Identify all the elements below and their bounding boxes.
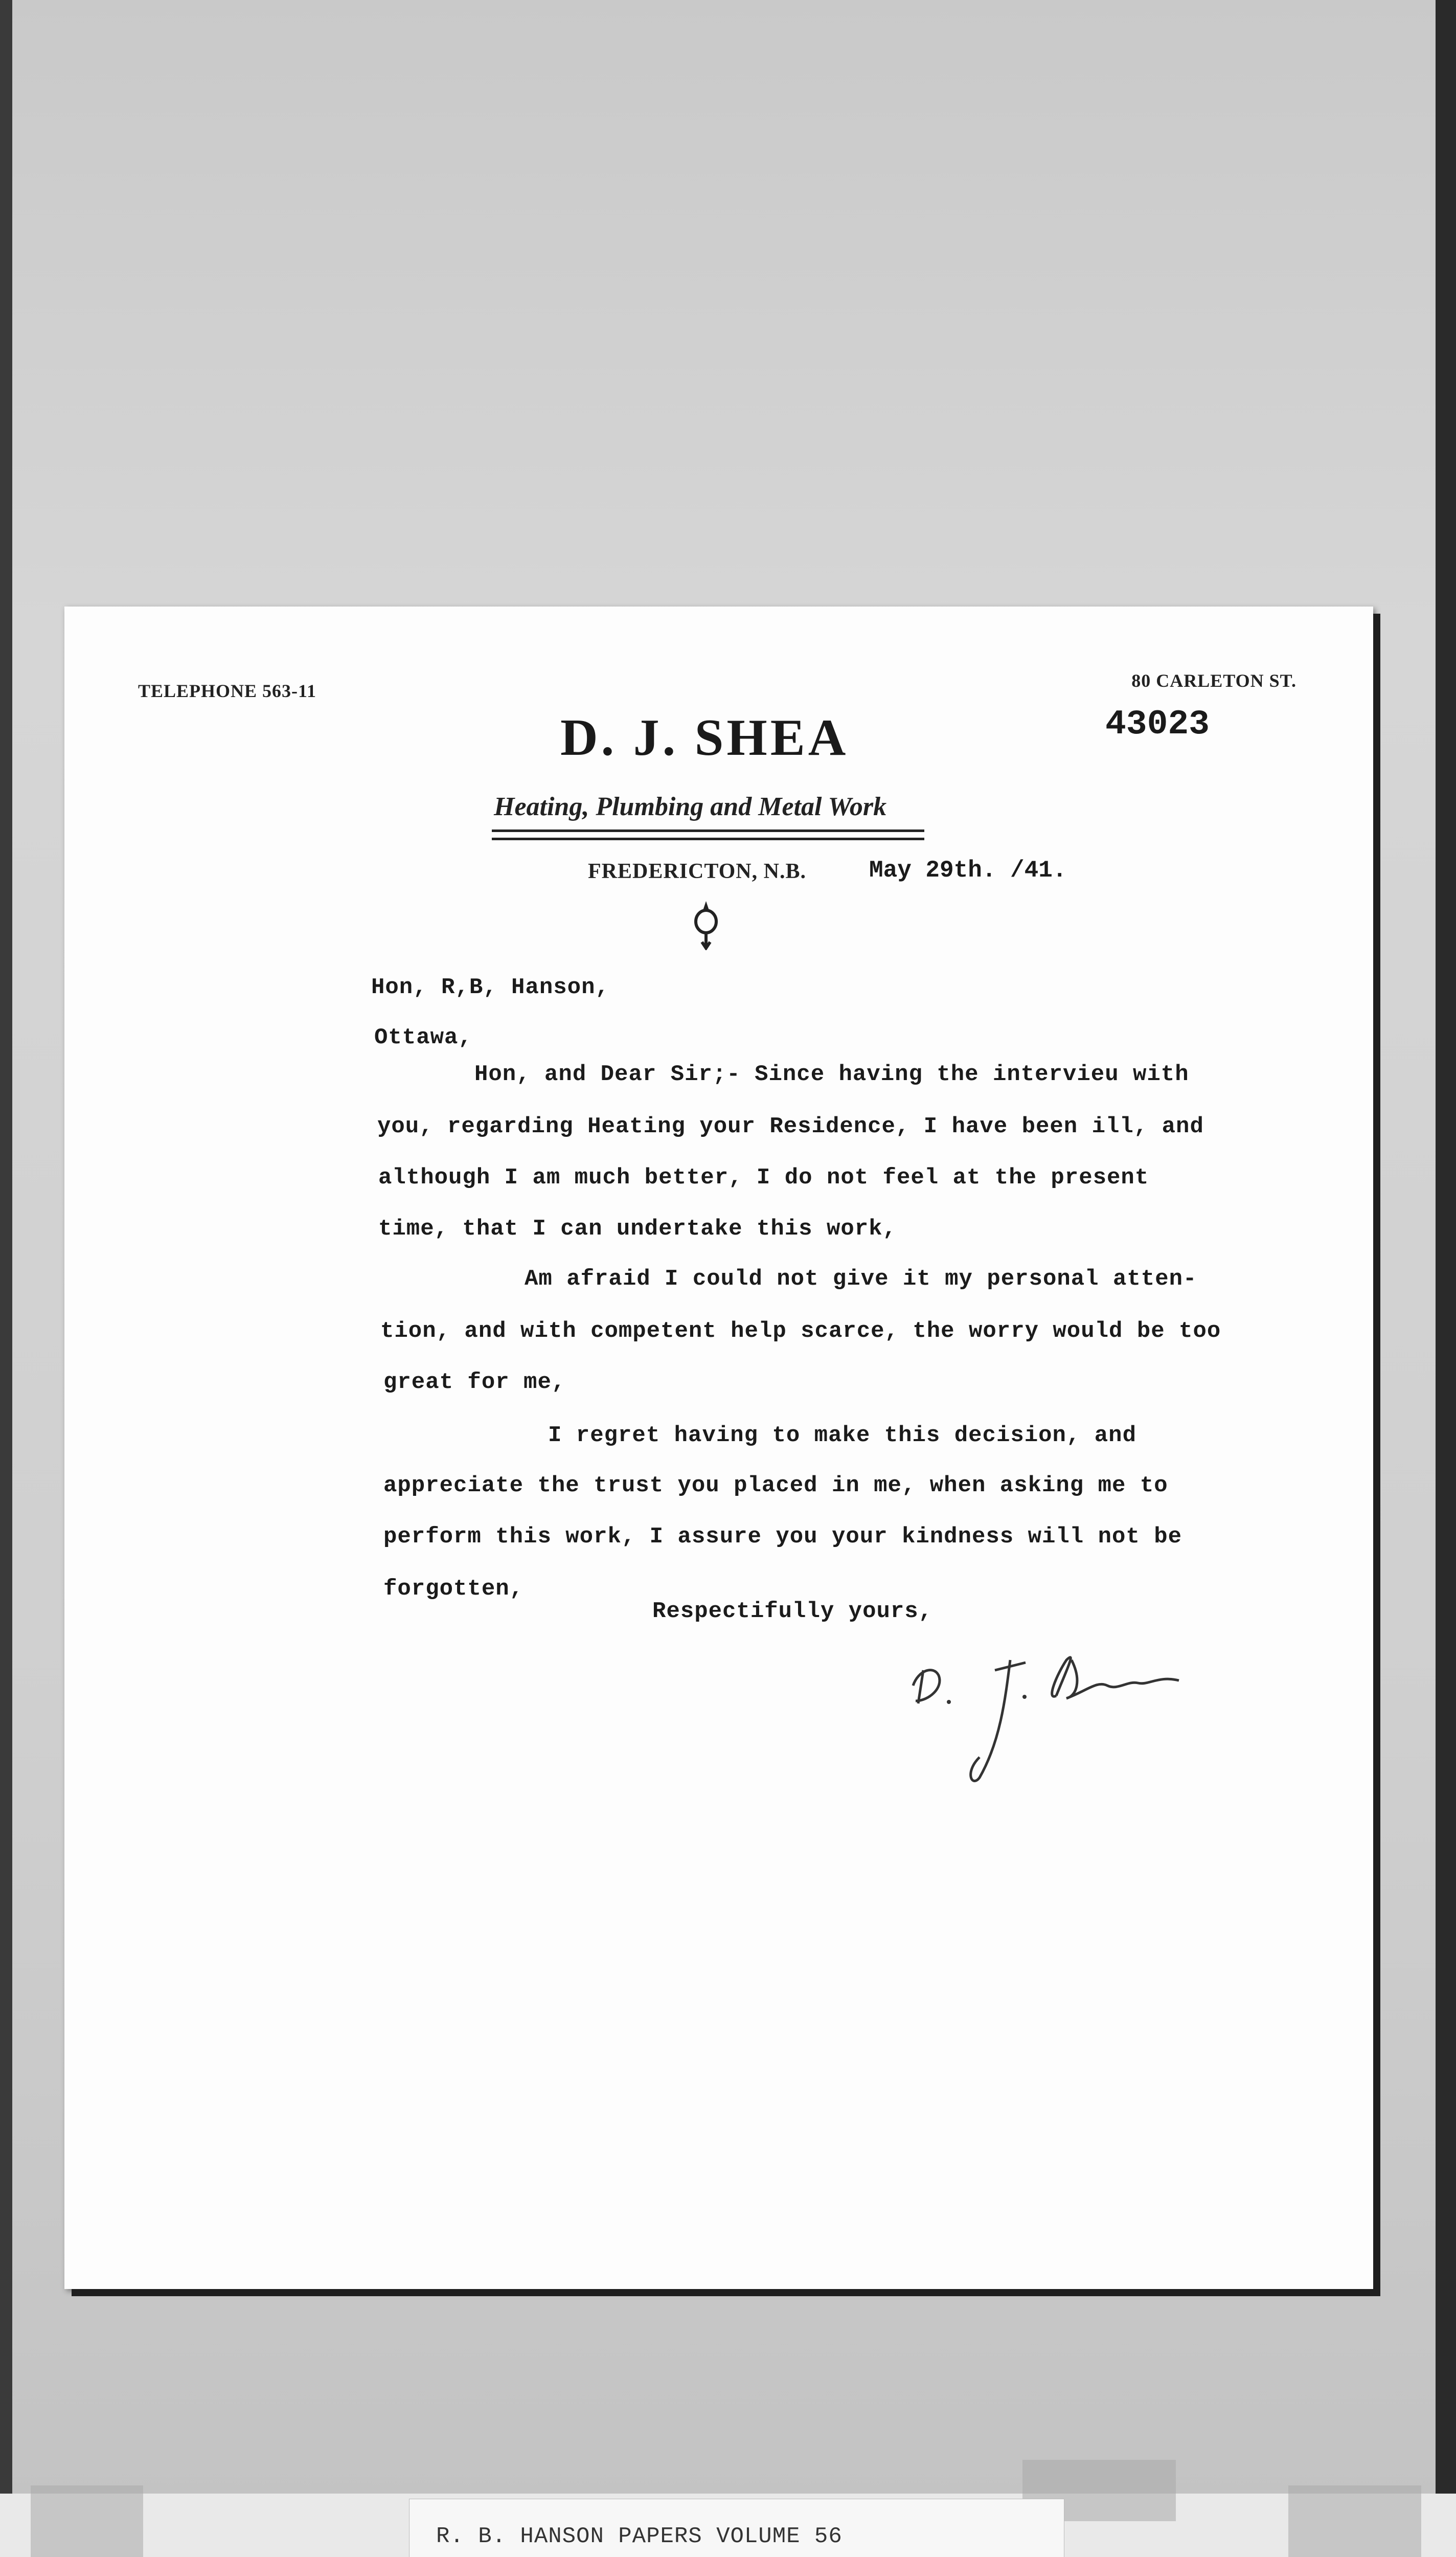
- volume-slip: [409, 2499, 1064, 2557]
- company-tagline: Heating, Plumbing and Metal Work: [494, 792, 887, 821]
- addressee-name: Hon, R,B, Hanson,: [371, 975, 609, 1000]
- tagline-underline: [492, 829, 924, 832]
- union-emblem-icon: [691, 899, 721, 950]
- scan-right-edge: [1436, 0, 1456, 2557]
- tape-strip: [1288, 2485, 1421, 2557]
- volume-slip-text: R. B. HANSON PAPERS VOLUME 56: [436, 2524, 843, 2549]
- body-line: Am afraid I could not give it my personal atten-: [525, 1266, 1197, 1292]
- body-line: perform this work, I assure you your kindness will not be: [383, 1524, 1182, 1550]
- body-line: forgotten,: [383, 1576, 524, 1602]
- body-line: you, regarding Heating your Residence, I have been ill, and: [377, 1114, 1204, 1139]
- scan-left-edge: [0, 0, 12, 2557]
- letter-page: [64, 607, 1373, 2289]
- tagline-underline-second: [492, 838, 924, 840]
- telephone-label: TELEPHONE 563-11: [138, 681, 317, 701]
- street-address: 80 CARLETON ST.: [1131, 670, 1296, 691]
- document-number: 43023: [1105, 705, 1210, 744]
- body-line: tion, and with competent help scarce, the worry would be too: [380, 1318, 1221, 1344]
- handwritten-signature: [903, 1640, 1189, 1793]
- letter-date: May 29th. /41.: [869, 857, 1067, 884]
- body-line: although I am much better, I do not feel at the present: [378, 1165, 1149, 1191]
- body-line: I regret having to make this decision, and: [548, 1423, 1136, 1448]
- body-line: appreciate the trust you placed in me, when asking me to: [383, 1473, 1168, 1498]
- letterhead-city: FREDERICTON, N.B.: [588, 860, 806, 883]
- body-line: great for me,: [383, 1370, 566, 1395]
- body-line: time, that I can undertake this work,: [378, 1216, 897, 1242]
- tape-strip: [31, 2485, 143, 2557]
- company-name: D. J. SHEA: [560, 709, 849, 767]
- addressee-city: Ottawa,: [374, 1025, 472, 1050]
- letter-closing: Respectifully yours,: [652, 1599, 933, 1624]
- body-line: Hon, and Dear Sir;- Since having the intervieu with: [474, 1062, 1189, 1087]
